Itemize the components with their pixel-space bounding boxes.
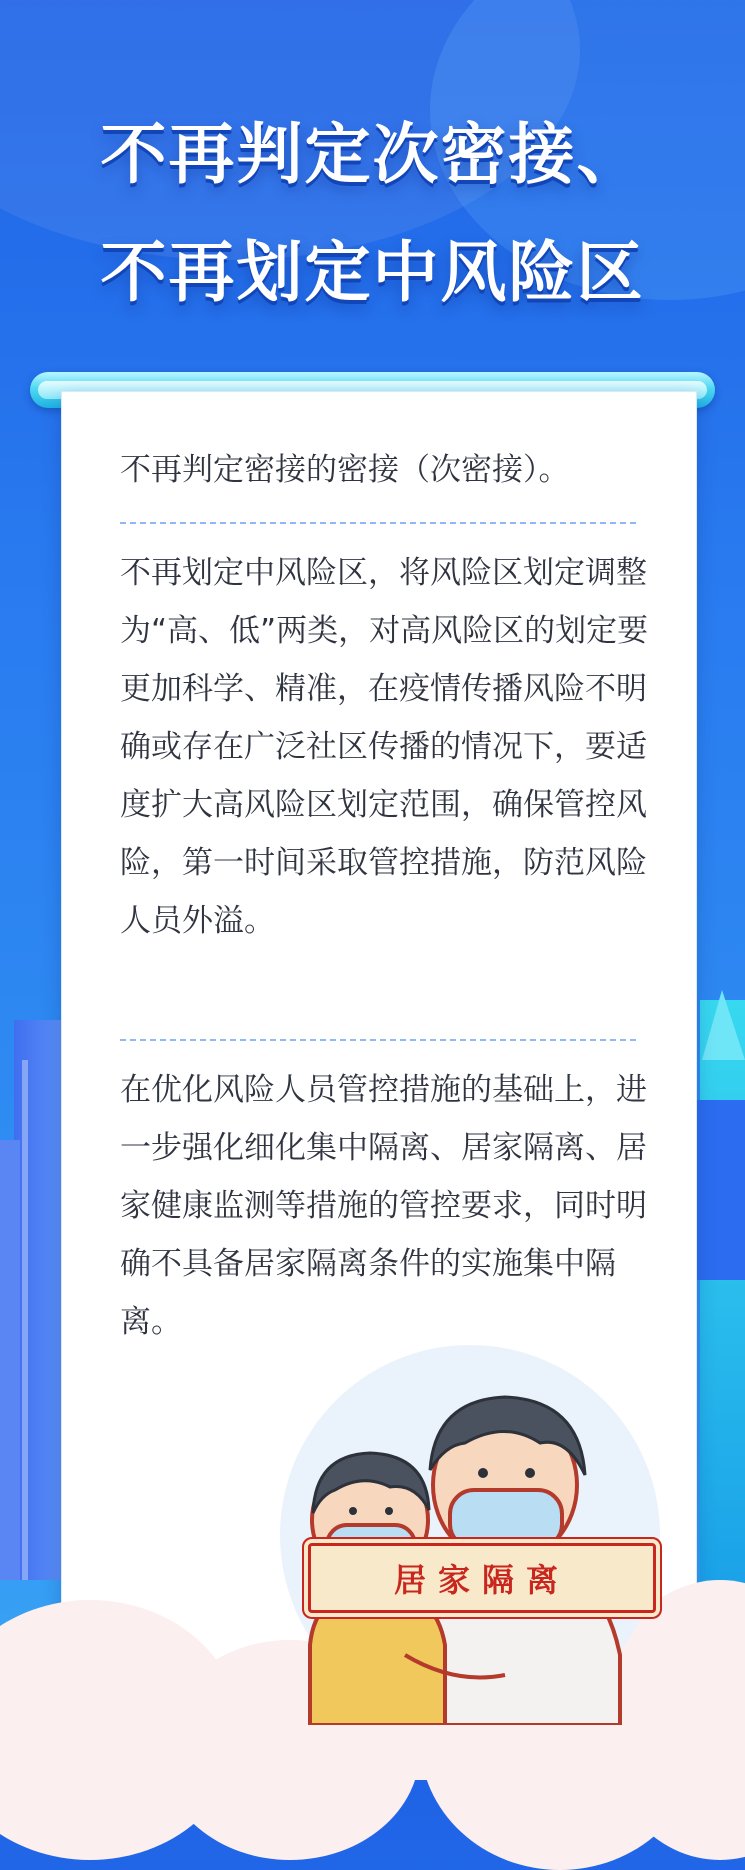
page-title-line-1: 不再判定次密接、 (100, 116, 645, 193)
paragraph-risk-areas: 不再划定中风险区，将风险区划定调整为“高、低”两类，对高风险区的划定要更加科学、精准，在疫情传播风险不明确或存在广泛社区传播的情况下，要适度扩大高风险区划定范围，确保管控风险，第一时间采取管控措施，防范风险人员外溢。 (120, 555, 649, 939)
parent-eye-right (525, 1468, 535, 1478)
child-eye-right (385, 1507, 393, 1515)
building-left-short (0, 1140, 20, 1580)
building-left-stripe (22, 1060, 28, 1580)
paragraph-secondary-contact: 不再判定密接的密接（次密接）。 (120, 452, 570, 488)
masked-family-illustration (255, 1325, 675, 1725)
home-isolation-label: 居家隔离 (308, 1543, 656, 1613)
child-eye-left (349, 1507, 357, 1515)
parent-mask-icon (450, 1490, 562, 1548)
building-right-blue (696, 1100, 745, 1280)
dashed-divider-2 (120, 1039, 636, 1041)
paragraph-isolation-measures: 在优化风险人员管控措施的基础上，进一步强化细化集中隔离、居家隔离、居家健康监测等措施的管控要求，同时明确不具备居家隔离条件的实施集中隔离。 (120, 1072, 647, 1340)
building-right-spire (702, 990, 745, 1060)
page-title-line-2: 不再划定中风险区 (100, 234, 645, 311)
dashed-divider-1 (120, 522, 636, 524)
building-right-cyan (700, 1000, 745, 1600)
parent-eye-left (478, 1468, 488, 1478)
